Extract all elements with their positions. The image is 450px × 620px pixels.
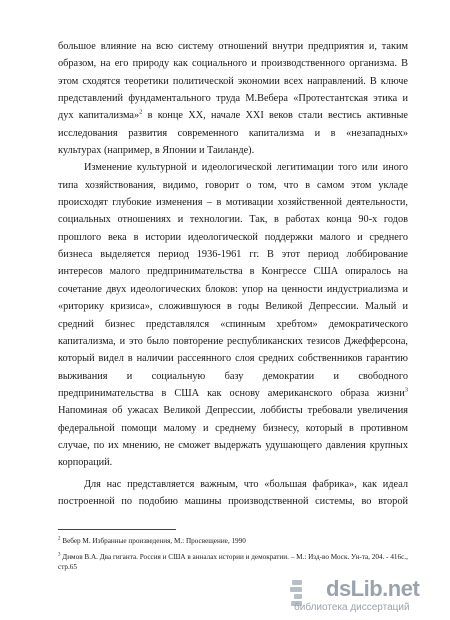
text-line: Напоминая об ужасах Великой Депрессии, лоббисты требовали увеличения bbox=[58, 405, 408, 417]
text-line: большое влияние на всю систему отношений внутри предприятия и, таким bbox=[58, 41, 408, 52]
footnote-number: 3 bbox=[58, 552, 61, 558]
text-line: корпораций. bbox=[58, 457, 113, 469]
footnote bbox=[58, 536, 408, 546]
text-line: федеральной помощи малому и среднему бизнесу, который в противном bbox=[58, 422, 408, 434]
text-line: интересов малого предпринимательства в Конгрессе США опиралось на bbox=[58, 266, 408, 278]
body-text bbox=[58, 38, 408, 510]
text-line: сочетание двух идеологических блоков: упор на ценности индустриализма и bbox=[58, 283, 408, 295]
text-fragment: предпринимательства в США как основу американского образа жизни bbox=[58, 387, 405, 399]
footnote bbox=[58, 552, 408, 572]
footnote-number: 2 bbox=[58, 536, 61, 542]
text-line bbox=[58, 385, 408, 402]
text-line: культурах (например, в Японии и Таиланде). bbox=[58, 145, 255, 157]
text-line: «риторику кризиса», сложившуюся в годы Великой Депрессии. Малый и bbox=[58, 301, 408, 313]
text-line: представлений фундаментального труда М.Вебера «Протестантская этика и bbox=[58, 93, 408, 105]
footnote-text: Вебер М. Избранные произведения, М.: Просвещение, 1990 bbox=[62, 537, 246, 545]
text-line: исследования развития современного капитализма и в «незападных» bbox=[58, 127, 408, 139]
text-line: происходят глубокие изменения – в мотивации хозяйственной деятельности, bbox=[58, 197, 408, 209]
text-fragment: дух капитализма» bbox=[58, 110, 140, 122]
text-line: выживания и социальную базу демократии и свободного bbox=[58, 370, 408, 382]
footnote-ref: 3 bbox=[404, 386, 408, 394]
watermark-subtitle: библиотека диссертаций bbox=[294, 602, 410, 613]
text-line bbox=[58, 107, 408, 124]
footnote-text: Димов В.А. Два гиганта. Россия и США в анналах истории и демократии. – М.: Изд-во Моск. Ун-та, 204. - 416с., стр.65 bbox=[58, 553, 408, 571]
text-line: случае, по их мнению, не сможет выдержать удушающего давления крупных bbox=[58, 439, 408, 451]
text-line: прошлого века в истории идеологической поддержки малого и среднего bbox=[58, 231, 408, 243]
text-line: который видел в наличии рассеянного слоя средних собственников гарантию bbox=[58, 353, 408, 365]
text-line: Для нас представляется важным, что «большая фабрика», как идеал bbox=[84, 478, 408, 490]
text-line: образом, на его природу как социального и производственного организма. В bbox=[58, 58, 408, 70]
text-fragment: в конце XX, начале XXI веков стали вестись активные bbox=[142, 110, 408, 122]
text-line: капитализма, и это было повторение республиканских тезисов Джефферсона, bbox=[58, 335, 408, 347]
text-line: типа хозяйствования, видимо, говорит о том, что в самом этом укладе bbox=[58, 179, 408, 191]
text-line: Изменение культурной и идеологической легитимации того или иного bbox=[84, 162, 408, 174]
footnote-divider bbox=[58, 529, 176, 530]
watermark-brand: dsLib.net bbox=[326, 576, 420, 601]
footnote-ref: 2 bbox=[139, 108, 143, 116]
footnotes bbox=[58, 529, 408, 578]
text-line: средний бизнес представлялся «спинным хребтом» демократического bbox=[58, 318, 408, 330]
text-line: бизнеса выделяется период 1936-1961 гг. В этот период лоббирование bbox=[58, 249, 408, 261]
text-line: социальных отношениях и технологии. Так, в работах конца 90-х годов bbox=[58, 214, 408, 226]
text-line: построенной по подобию машины производственной системы, во второй bbox=[58, 495, 408, 507]
watermark bbox=[288, 574, 438, 618]
text-line: этом сходятся теоретики политической экономии всех направлений. В ключе bbox=[58, 75, 408, 87]
